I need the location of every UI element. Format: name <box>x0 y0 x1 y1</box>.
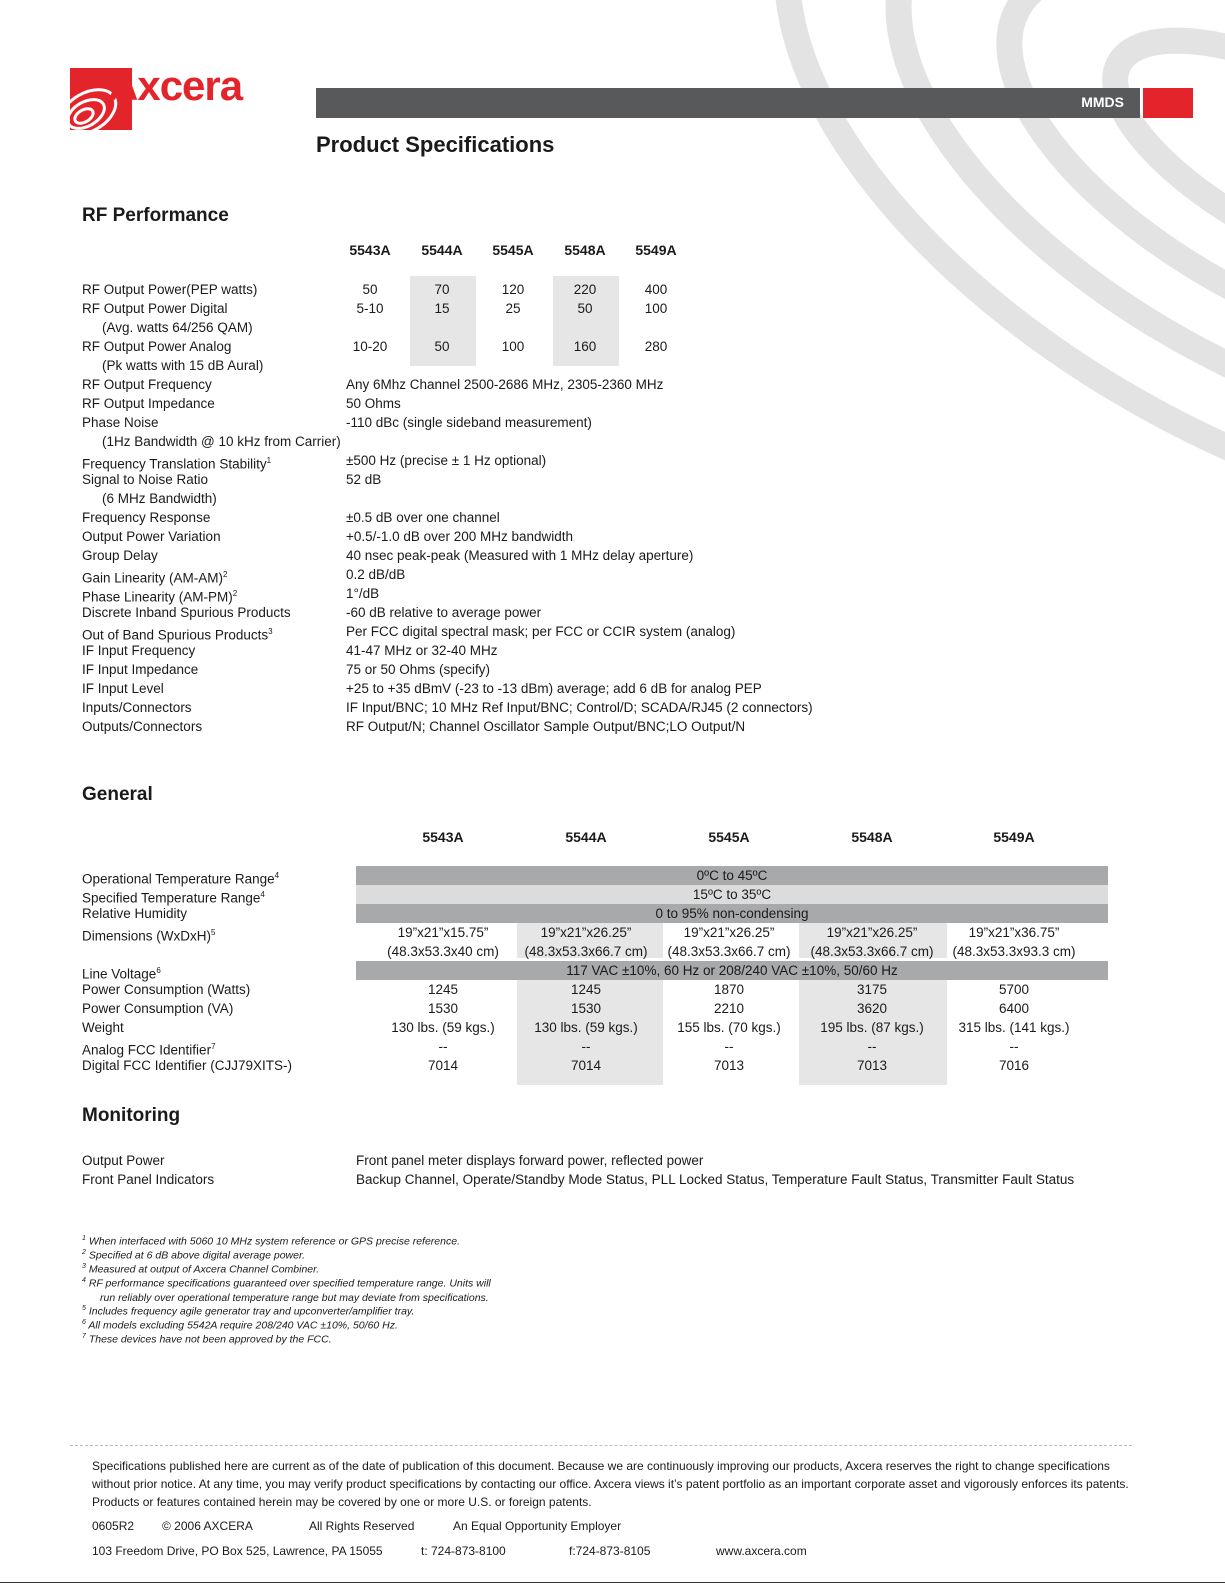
dimension-imperial: 19”x21”x26.25” <box>683 925 775 940</box>
gen-row-label: Weight <box>82 1020 124 1035</box>
bottom-rule <box>0 1582 1225 1583</box>
humidity-band: 0 to 95% non-condensing <box>356 904 1108 923</box>
rf-value-cell: 400 <box>644 282 668 297</box>
equal-opportunity: An Equal Opportunity Employer <box>453 1519 622 1533</box>
rf-value-cell: 10-20 <box>352 339 388 354</box>
rf-model-header: 5543A <box>349 242 391 258</box>
gen-value-cell: -- <box>724 1039 734 1054</box>
rf-spec-label: (6 MHz Bandwidth) <box>102 491 217 506</box>
rf-spec-value: ±0.5 dB over one channel <box>346 510 500 525</box>
gen-value-cell: 1245 <box>570 982 602 997</box>
gen-value-cell: -- <box>867 1039 877 1054</box>
rf-spec-label: IF Input Impedance <box>82 662 199 677</box>
monitoring-label: Front Panel Indicators <box>82 1172 215 1187</box>
rf-model-header: 5548A <box>564 242 606 258</box>
dimension-imperial: 19”x21”x26.25” <box>826 925 918 940</box>
gen-value-cell: 195 lbs. (87 kgs.) <box>820 1020 924 1035</box>
rf-value-cell: 280 <box>644 339 668 354</box>
brand-name: Axcera <box>108 62 243 109</box>
gen-model-header: 5545A <box>708 829 750 845</box>
gen-value-cell: -- <box>1009 1039 1019 1054</box>
rf-row-label: RF Output Power Analog <box>82 339 232 354</box>
disclaimer-text: Specifications published here are current as of the date of publication of this document. Because we are continuously improving our products, Axcera reserves the right to change specifications without prior notice. At any time, you may verify product specifications by contacting our office. Axcera views it’s patent portfolio as an important corporate asset and vigorously enforces its patents. Products or features contained herein may be covered by one or more U.S. or foreign patents. <box>92 1459 1129 1509</box>
rf-value-cell: 70 <box>434 282 450 297</box>
gen-model-header: 5549A <box>993 829 1035 845</box>
rf-value-cell: 120 <box>501 282 525 297</box>
dimension-metric: (48.3x53.3x40 cm) <box>387 944 499 959</box>
op-temp-band: 0ºC to 45ºC <box>356 866 1108 885</box>
gen-value-cell: 315 lbs. (141 kgs.) <box>958 1020 1070 1035</box>
rf-spec-value: +25 to +35 dBmV (-23 to -13 dBm) average; add 6 dB for analog PEP <box>346 681 762 696</box>
rf-spec-value: 1°/dB <box>346 586 380 601</box>
dimension-metric: (48.3x53.3x66.7 cm) <box>524 944 648 959</box>
gen-row-label: Power Consumption (Watts) <box>82 982 251 997</box>
fax: f:724-873-8105 <box>569 1544 651 1558</box>
rf-spec-value: 75 or 50 Ohms (specify) <box>346 662 491 677</box>
rf-value-cell: 5-10 <box>356 301 384 316</box>
rf-row-label: RF Output Power Digital <box>82 301 228 316</box>
gen-model-header: 5543A <box>422 829 464 845</box>
rf-value-cell: 50 <box>434 339 450 354</box>
rf-spec-label: Frequency Translation Stability$^1$ <box>82 456 272 472</box>
footer-divider <box>70 1445 1132 1446</box>
rf-row-sublabel: (Avg. watts 64/256 QAM) <box>102 320 253 335</box>
gen-model-header: 5548A <box>851 829 893 845</box>
dimension-metric: (48.3x53.3x66.7 cm) <box>810 944 934 959</box>
rf-spec-value: +0.5/-1.0 dB over 200 MHz bandwidth <box>346 529 574 544</box>
rf-spec-label: Output Power Variation <box>82 529 221 544</box>
rf-spec-value: -110 dBc (single sideband measurement) <box>346 415 592 430</box>
footnote: $^2$ Specified at 6 dB above digital average power. <box>82 1249 305 1262</box>
phone: t: 724-873-8100 <box>421 1544 506 1558</box>
general-section-title: General <box>82 784 153 805</box>
rf-row-label: RF Output Power(PEP watts) <box>82 282 258 297</box>
rf-model-header: 5549A <box>635 242 677 258</box>
page-title: Product Specifications <box>316 132 555 157</box>
category-label: MMDS <box>1081 94 1124 110</box>
rights-reserved: All Rights Reserved <box>309 1519 415 1533</box>
gen-row-label: Power Consumption (VA) <box>82 1001 234 1016</box>
rf-spec-value: -60 dB relative to average power <box>346 605 542 620</box>
rf-spec-label: Inputs/Connectors <box>82 700 192 715</box>
axcera-logo <box>70 62 250 132</box>
rf-spec-label: IF Input Level <box>82 681 164 696</box>
rf-spec-label: Group Delay <box>82 548 158 563</box>
op-temp-label: Operational Temperature Range$^4$ <box>82 871 280 887</box>
footnote: $^5$ Includes frequency agile generator tray and upconverter/amplifier tray. <box>82 1305 415 1318</box>
rf-spec-value: IF Input/BNC; 10 MHz Ref Input/BNC; Control/D; SCADA/RJ45 (2 connectors) <box>346 700 813 715</box>
rf-spec-label: RF Output Impedance <box>82 396 215 411</box>
line-voltage-band: 117 VAC ±10%, 60 Hz or 208/240 VAC ±10%, 50/60 Hz <box>356 961 1108 980</box>
doc-code: 0605R2 <box>92 1519 135 1533</box>
rf-spec-label: Discrete Inband Spurious Products <box>82 605 291 620</box>
footnote: $^3$ Measured at output of Axcera Channel Combiner. <box>82 1263 320 1276</box>
rf-spec-label: IF Input Frequency <box>82 643 196 658</box>
monitoring-label: Output Power <box>82 1153 165 1168</box>
copyright: © 2006 AXCERA <box>162 1519 253 1533</box>
gen-value-cell: 1530 <box>427 1001 459 1016</box>
gen-value-cell: 2210 <box>713 1001 745 1016</box>
rf-spec-label: Outputs/Connectors <box>82 719 203 734</box>
gen-row-label: Digital FCC Identifier (CJJ79XITS-) <box>82 1058 293 1073</box>
rf-value-cell: 160 <box>573 339 597 354</box>
gen-row-label: Analog FCC Identifier$^7$ <box>82 1042 216 1058</box>
monitoring-value: Front panel meter displays forward power, reflected power <box>356 1153 704 1168</box>
gen-value-cell: 130 lbs. (59 kgs.) <box>534 1020 638 1035</box>
line-voltage-label: Line Voltage$^6$ <box>82 966 161 982</box>
monitoring-section-title: Monitoring <box>82 1105 181 1126</box>
rf-spec-value: 40 nsec peak-peak (Measured with 1 MHz delay aperture) <box>346 548 694 563</box>
rf-spec-value: ±500 Hz (precise ± 1 Hz optional) <box>346 453 547 468</box>
footnote: $^4$ RF performance specifications guaranteed over specified temperature range. Units will run reliably over operational temperature range but may deviate from specifications. <box>82 1277 491 1304</box>
dimension-metric: (48.3x53.3x66.7 cm) <box>667 944 791 959</box>
website-link[interactable]: www.axcera.com <box>716 1544 807 1558</box>
rf-value-cell: 50 <box>577 301 593 316</box>
gen-value-cell: 1530 <box>570 1001 602 1016</box>
spec-temp-band: 15ºC to 35ºC <box>356 885 1108 904</box>
rf-spec-label: (1Hz Bandwidth @ 10 kHz from Carrier) <box>102 434 341 449</box>
gen-model-header: 5544A <box>565 829 607 845</box>
rf-value-cell: 100 <box>644 301 668 316</box>
rf-row-sublabel: (Pk watts with 15 dB Aural) <box>102 358 264 373</box>
rf-spec-label: Signal to Noise Ratio <box>82 472 209 487</box>
header-accent <box>1143 88 1193 118</box>
header-bar <box>316 88 1140 118</box>
dimension-imperial: 19”x21”x15.75” <box>397 925 489 940</box>
gen-value-cell: 6400 <box>998 1001 1030 1016</box>
rf-spec-label: Phase Linearity $(AM-PM)^2$ <box>82 589 238 605</box>
monitoring-value: Backup Channel, Operate/Standby Mode Status, PLL Locked Status, Temperature Fault Status, Transmitter Fault Status <box>356 1172 1075 1187</box>
gen-value-cell: 3620 <box>856 1001 888 1016</box>
rf-value-cell: 15 <box>434 301 450 316</box>
rf-spec-label: Out of Band Spurious Products$^3$ <box>82 627 273 643</box>
gen-value-cell: 155 lbs. (70 kgs.) <box>677 1020 781 1035</box>
gen-value-cell: 7013 <box>713 1058 745 1073</box>
gen-value-cell: 1245 <box>427 982 459 997</box>
rf-spec-label: RF Output Frequency <box>82 377 212 392</box>
footnote: $^7$ These devices have not been approved by the FCC. <box>82 1333 332 1346</box>
rf-spec-label: Gain Linearity $(AM-AM)^2$ <box>82 570 228 586</box>
rf-value-cell: 50 <box>362 282 378 297</box>
rf-model-header: 5544A <box>421 242 463 258</box>
gen-value-cell: 1870 <box>713 982 745 997</box>
gen-value-cell: -- <box>581 1039 591 1054</box>
rf-spec-label: Frequency Response <box>82 510 211 525</box>
rf-spec-value: Any 6Mhz Channel 2500-2686 MHz, 2305-2360 MHz <box>346 377 664 392</box>
rf-value-cell: 100 <box>501 339 525 354</box>
rf-section-title: RF Performance <box>82 205 229 226</box>
dimensions-label: Dimensions (WxDxH)$^5$ <box>82 928 216 944</box>
gen-value-cell: -- <box>438 1039 448 1054</box>
gen-value-cell: 7016 <box>998 1058 1030 1073</box>
gen-value-cell: 130 lbs. (59 kgs.) <box>391 1020 495 1035</box>
spec-temp-label: Specified Temperature Range$^4$ <box>82 890 265 906</box>
footnote: $^6$ All models excluding 5542A require 208/240 VAC ±10%, 50/60 Hz. <box>82 1319 398 1332</box>
gen-value-cell: 7013 <box>856 1058 888 1073</box>
gen-value-cell: 7014 <box>570 1058 602 1073</box>
footnote: $^1$ When interfaced with 5060 10 MHz system reference or GPS precise reference. <box>82 1235 460 1248</box>
humidity-label: Relative Humidity <box>82 906 188 921</box>
rf-spec-value: 52 dB <box>346 472 382 487</box>
rf-spec-value: RF Output/N; Channel Oscillator Sample Output/BNC;LO Output/N <box>346 719 746 734</box>
rf-spec-label: Phase Noise <box>82 415 159 430</box>
address: 103 Freedom Drive, PO Box 525, Lawrence, PA 15055 <box>92 1544 383 1558</box>
gen-value-cell: 7014 <box>427 1058 459 1073</box>
dimension-imperial: 19”x21”x26.25” <box>540 925 632 940</box>
rf-spec-value: 41-47 MHz or 32-40 MHz <box>346 643 498 658</box>
dimension-imperial: 19”x21”x36.75” <box>968 925 1060 940</box>
rf-spec-value: Per FCC digital spectral mask; per FCC or CCIR system (analog) <box>346 624 736 639</box>
dimension-metric: (48.3x53.3x93.3 cm) <box>952 944 1076 959</box>
rf-model-header: 5545A <box>492 242 534 258</box>
rf-spec-value: 0.2 dB/dB <box>346 567 406 582</box>
rf-value-cell: 25 <box>505 301 521 316</box>
rf-value-cell: 220 <box>573 282 597 297</box>
rf-spec-value: 50 Ohms <box>346 396 401 411</box>
gen-value-cell: 5700 <box>998 982 1030 997</box>
gen-value-cell: 3175 <box>856 982 888 997</box>
